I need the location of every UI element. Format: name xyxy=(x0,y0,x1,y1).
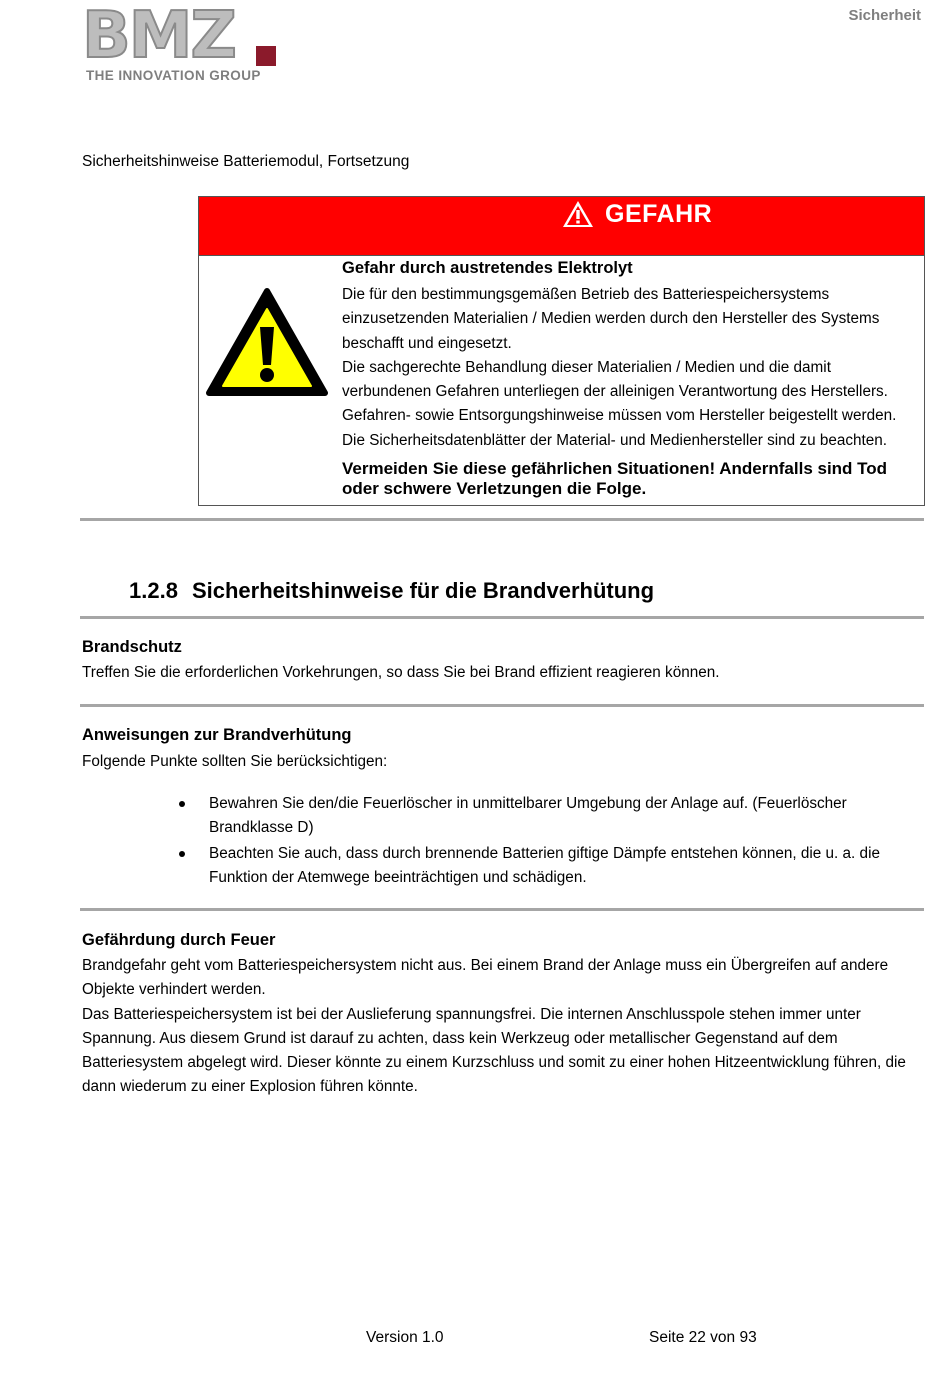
divider xyxy=(80,616,924,619)
danger-heading: Gefahr durch austretendes Elektrolyt xyxy=(342,259,633,277)
brandschutz-heading: Brandschutz xyxy=(82,638,182,656)
warning-triangle-icon xyxy=(561,199,595,229)
danger-box xyxy=(198,196,925,506)
anweisungen-text: Folgende Punkte sollten Sie berücksichtigen: xyxy=(82,753,388,770)
list-item-text: Beachten Sie auch, dass durch brennende Batterien giftige Dämpfe entstehen können, die u. a. die Funktion der Atemwege beeinträchtigen und schädigen. xyxy=(209,844,880,886)
warning-triangle-icon xyxy=(205,287,329,399)
section-title: Sicherheitshinweise für die Brandverhütung xyxy=(191,578,655,603)
danger-label: GEFAHR xyxy=(605,199,713,228)
danger-paragraph: Die sachgerechte Behandlung dieser Materialien / Medien und die damit verbundenen Gefahren unterliegen der alleinigen Verantwortung des Herstellers. xyxy=(342,358,888,401)
danger-header-bar xyxy=(199,197,924,256)
feuer-heading: Gefährdung durch Feuer xyxy=(82,931,276,949)
list-item-text: Bewahren Sie den/die Feuerlöscher in unmittelbarer Umgebung der Anlage auf. (Feuerlöscher Brandklasse D) xyxy=(209,795,847,837)
divider xyxy=(80,908,924,911)
brandschutz-text: Treffen Sie die erforderlichen Vorkehrungen, so dass Sie bei Brand effizient reagieren können. xyxy=(82,664,720,681)
bullet-dot xyxy=(179,851,185,857)
feuer-paragraph: Brandgefahr geht vom Batteriespeichersystem nicht aus. Bei einem Brand der Anlage muss ein Übergreifen auf andere Objekte verhindert werden. xyxy=(82,957,889,999)
bullet-list xyxy=(175,792,915,891)
logo-letters: BMZ xyxy=(82,0,235,73)
section-heading xyxy=(129,578,654,604)
danger-paragraph: Gefahren- sowie Entsorgungshinweise müssen vom Hersteller beigestellt werden. xyxy=(342,407,897,425)
footer-page-number: Seite 22 von 93 xyxy=(649,1329,757,1346)
danger-warning-text: Vermeiden Sie diese gefährlichen Situationen! Andernfalls sind Tod oder schwere Verletzungen die Folge. xyxy=(342,459,888,499)
feuer-paragraph: Das Batteriespeichersystem ist bei der Auslieferung spannungsfrei. Die internen Anschlusspole stehen immer unter Spannung. Aus diesem Grund ist darauf zu achten, dass kein Werkzeug oder metallischer Gegenstand auf dem Batteriesystem abgelegt wird. Dieser könnte zu einem Kurzschluss und somit zu einer hohen Hitzeentwicklung führen, die dann wiederum zu einer Explosion führen könnte. xyxy=(82,1005,906,1096)
danger-paragraph: Die Sicherheitsdatenblätter der Material- und Medienhersteller sind zu beachten. xyxy=(342,431,888,449)
divider xyxy=(80,704,924,707)
section-number: 1.2.8 xyxy=(129,578,178,603)
logo-accent-square xyxy=(256,46,276,66)
header-section-title: Sicherheit xyxy=(848,7,921,24)
bullet-dot xyxy=(179,801,185,807)
divider xyxy=(80,518,924,521)
intro-text: Sicherheitshinweise Batteriemodul, Fortsetzung xyxy=(82,153,410,170)
anweisungen-heading: Anweisungen zur Brandverhütung xyxy=(82,726,352,744)
footer-version: Version 1.0 xyxy=(366,1329,444,1346)
danger-paragraph: Die für den bestimmungsgemäßen Betrieb des Batteriespeichersystems einzusetzenden Materialien / Medien werden durch den Hersteller des Systems beschafft und eingesetzt. xyxy=(342,286,880,352)
company-logo xyxy=(82,0,277,86)
list-item xyxy=(175,792,915,841)
list-item xyxy=(175,842,915,891)
logo-tagline: THE INNOVATION GROUP xyxy=(86,68,261,83)
